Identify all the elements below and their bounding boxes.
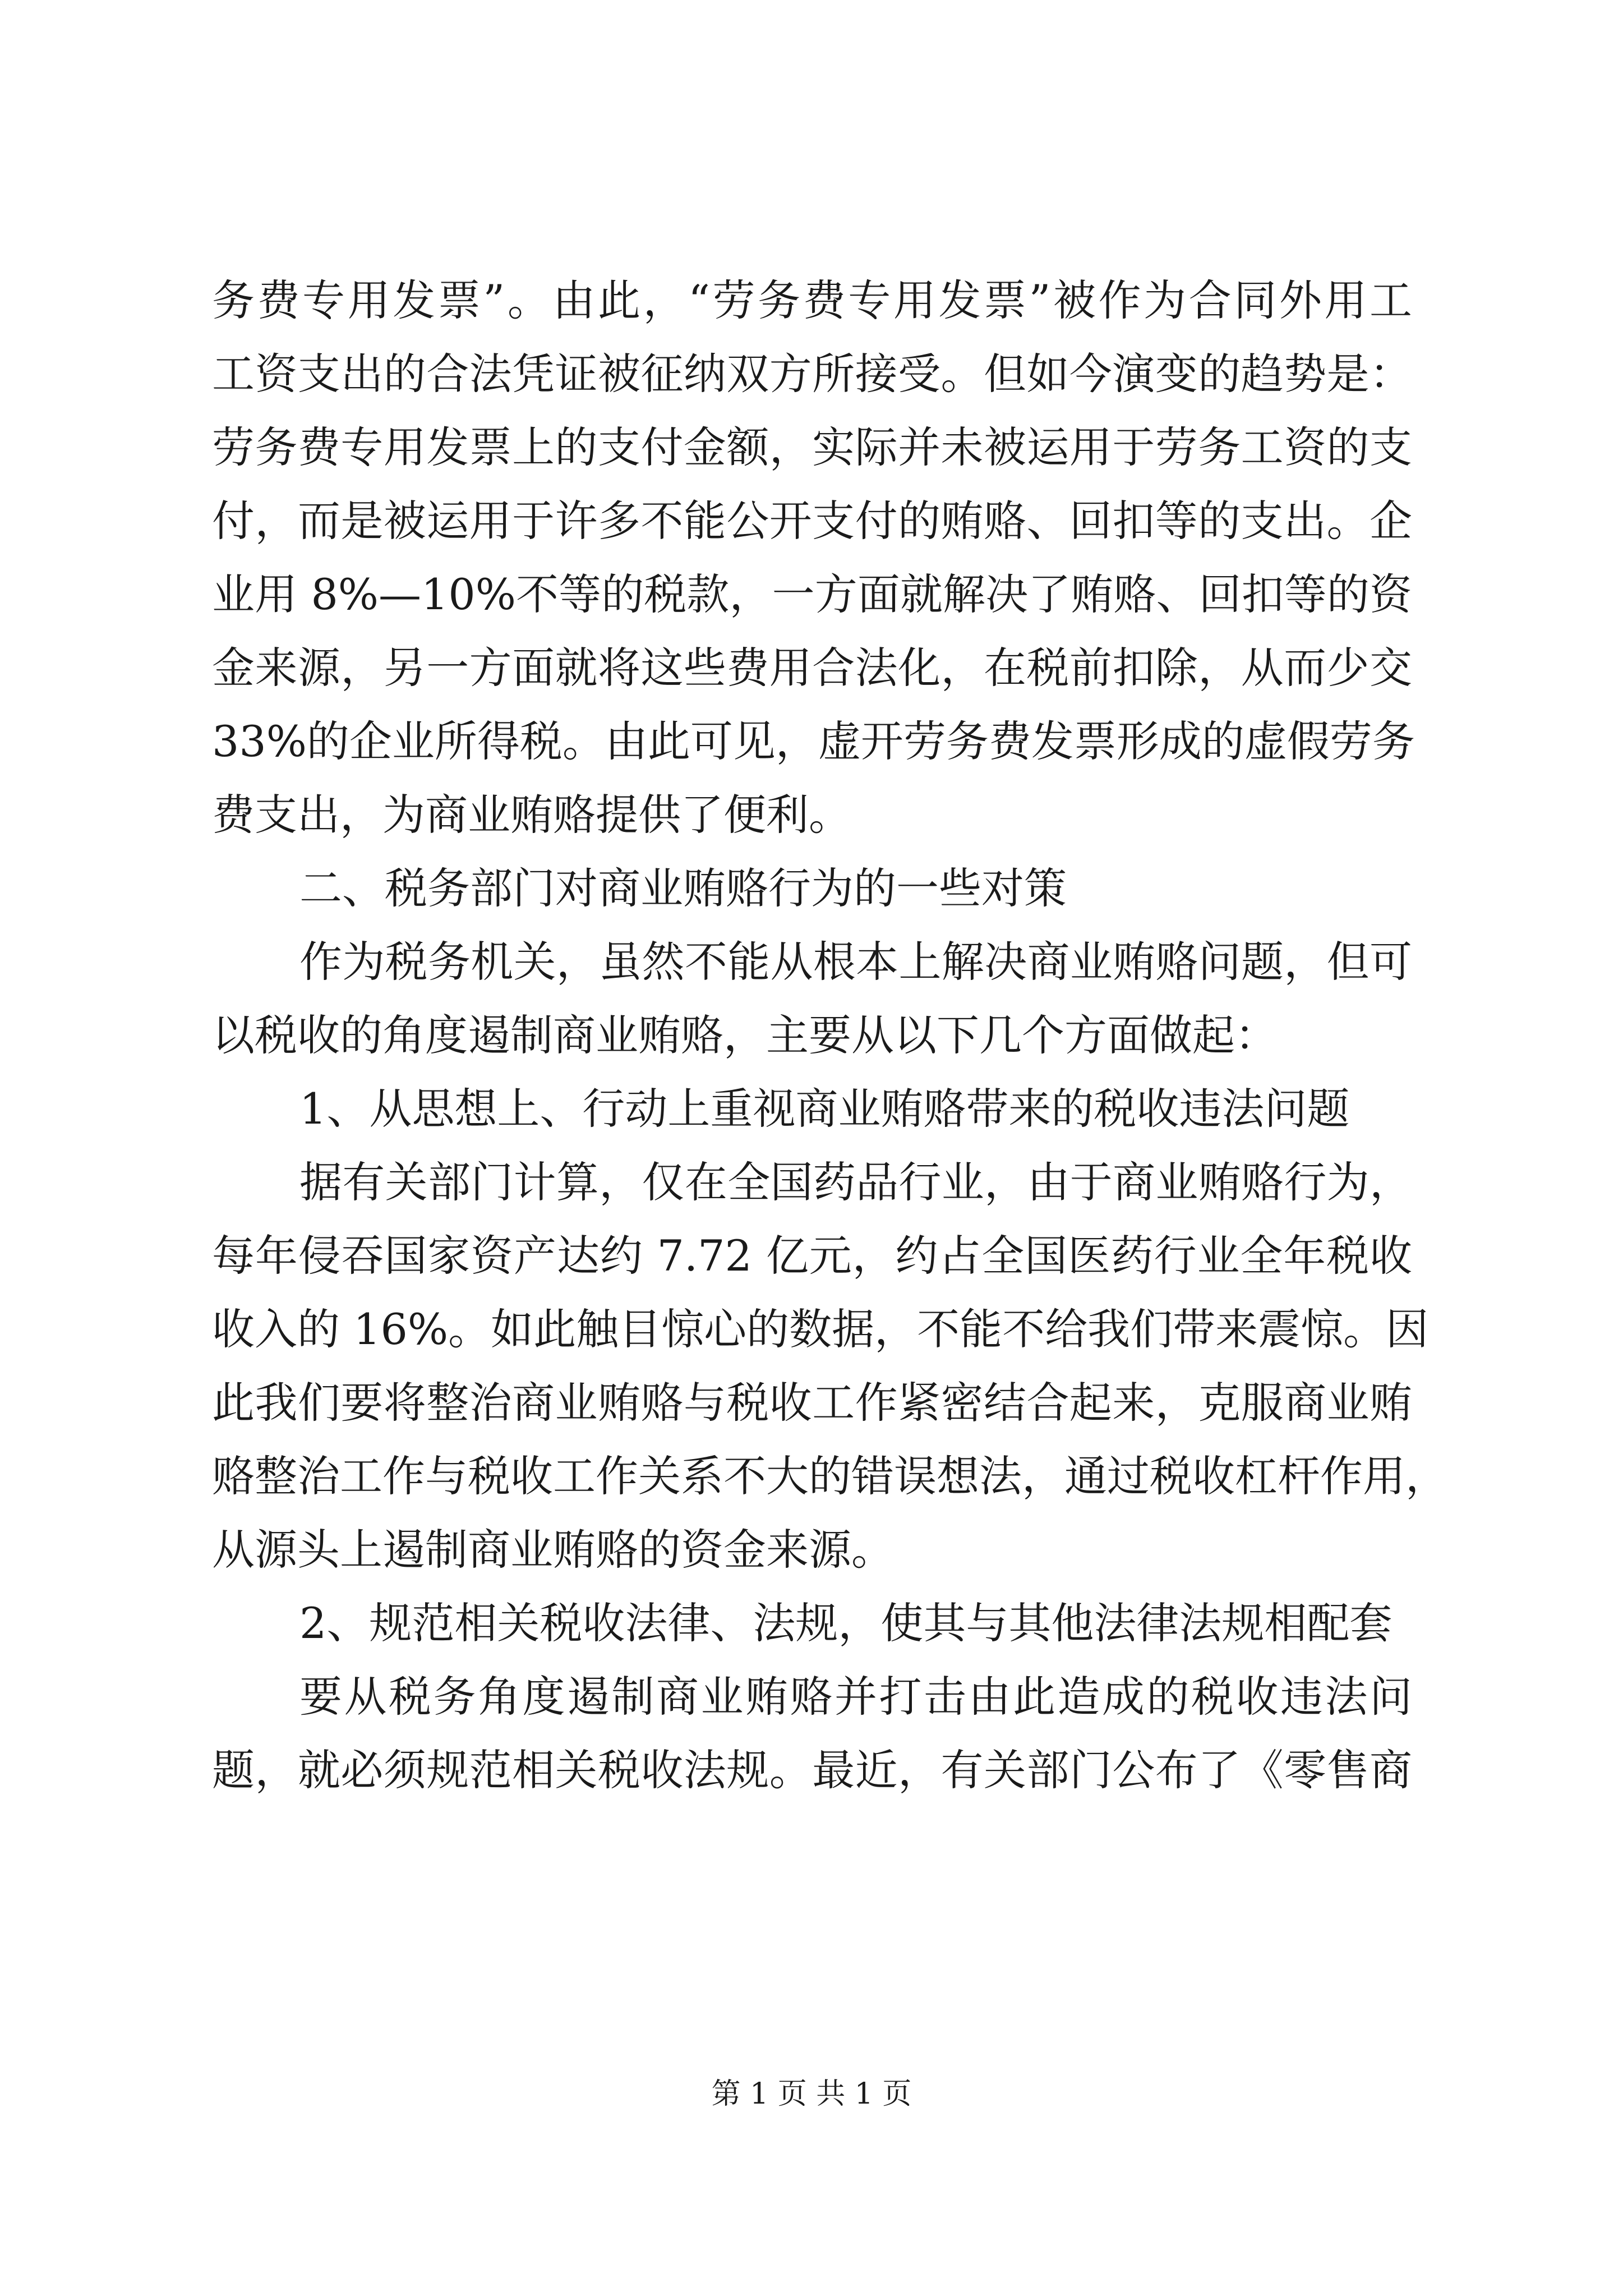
text-line: 此我们要将整治商业贿赂与税收工作紧密结合起来，克服商业贿: [212, 1378, 1412, 1428]
text-line: 每年侵吞国家资产达约 7.72 亿元，约占全国医药行业全年税收: [212, 1231, 1412, 1281]
text-line: 赂整治工作与税收工作关系不大的错误想法，通过税收杠杆作用，: [212, 1451, 1448, 1501]
text-line: 劳务费专用发票上的支付金额，实际并未被运用于劳务工资的支: [212, 422, 1412, 472]
document-body: [212, 264, 1448, 1807]
text-line: 业用 8%—10%不等的税款，一方面就解决了贿赂、回扣等的资: [212, 569, 1412, 619]
text-line: 务费专用发票”。由此，“劳务费专用发票”被作为合同外用工: [212, 275, 1412, 325]
text-line: 付，而是被运用于许多不能公开支付的贿赂、回扣等的支出。企: [212, 496, 1412, 546]
text-line: 金来源，另一方面就将这些费用合法化，在税前扣除，从而少交: [212, 643, 1412, 693]
text-line: 从源头上遏制商业贿赂的资金来源。: [212, 1525, 894, 1575]
text-line: 要从税务角度遏制商业贿赂并打击由此造成的税收违法问: [299, 1672, 1412, 1722]
text-line: 33%的企业所得税。由此可见，虚开劳务费发票形成的虚假劳务: [212, 716, 1415, 766]
text-line: 2、规范相关税收法律、法规，使其与其他法律法规相配套: [299, 1598, 1393, 1648]
text-line: 题，就必须规范相关税收法规。最近，有关部门公布了《零售商: [212, 1745, 1412, 1795]
text-line: 工资支出的合法凭证被征纳双方所接受。但如今演变的趋势是：: [212, 349, 1412, 399]
text-line: 以税收的角度遏制商业贿赂，主要从以下几个方面做起：: [212, 1010, 1278, 1060]
text-line: 作为税务机关，虽然不能从根本上解决商业贿赂问题，但可: [299, 937, 1412, 987]
text-line: 收入的 16%。如此触目惊心的数据，不能不给我们带来震惊。因: [212, 1304, 1429, 1354]
text-line: 据有关部门计算，仅在全国药品行业，由于商业贿赂行为，: [299, 1157, 1412, 1207]
page-footer: 第 1 页 共 1 页: [711, 2077, 912, 2111]
text-line: 二、税务部门对商业贿赂行为的一些对策: [299, 863, 1067, 913]
text-line: 1、从思想上、行动上重视商业贿赂带来的税收违法问题: [299, 1084, 1350, 1134]
text-line: 费支出，为商业贿赂提供了便利。: [212, 790, 851, 840]
